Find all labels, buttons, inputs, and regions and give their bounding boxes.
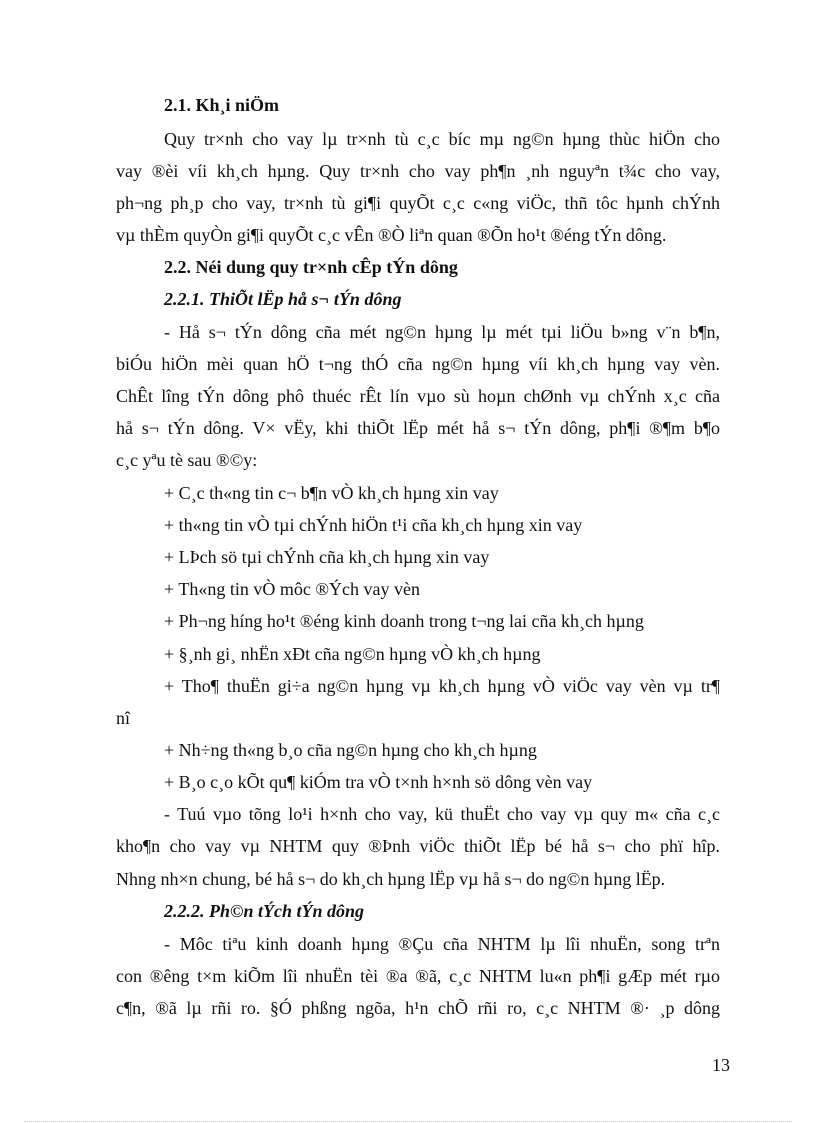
heading-2-2-1: 2.2.1. ThiÕt lËp hå s¬ tÝn dông [164, 289, 402, 309]
list-item: + LÞch sö tµi chÝnh cña kh¸ch hµng xin vay [164, 547, 490, 567]
text-line: Quy tr×nh cho vay lµ tr×nh tù c¸c bíc mµ ng©n hµng thùc hiÖn cho [164, 129, 720, 149]
text-line: vµ thÈm quyÒn gi¶i quyÕt c¸c vÊn ®Ò liªn quan ®Õn ho¹t ®éng tÝn dông. [116, 225, 667, 245]
text-line: vay ®èi víi kh¸ch hµng. Quy tr×nh cho vay ph¶n ¸nh nguyªn t¾c cho vay, [116, 161, 720, 181]
text-line: - Tuú vµo tõng lo¹i h×nh cho vay, kü thuËt cho vay vµ quy m« cña c¸c [164, 804, 720, 824]
list-item: + th«ng tin vÒ tµi chÝnh hiÖn t¹i cña kh¸ch hµng xin vay [164, 515, 583, 535]
heading-2-2-2: 2.2.2. Ph©n tÝch tÝn dông [164, 901, 364, 921]
list-item: + Th«ng tin vÒ môc ®Ých vay vèn [164, 579, 420, 599]
text-line: hå s¬ tÝn dông. V× vËy, khi thiÕt lËp mét hå s¬ tÝn dông, ph¶i ®¶m b¶o [116, 418, 720, 438]
text-line: - Môc tiªu kinh doanh hµng ®Çu cña NHTM lµ lîi nhuËn, song trªn [164, 934, 720, 954]
text-line: - Hå s¬ tÝn dông cña mét ng©n hµng lµ mét tµi liÖu b»ng v¨n b¶n, [164, 322, 720, 342]
list-item-continuation: nî [116, 708, 131, 728]
list-item: + Ph¬ng híng ho¹t ®éng kinh doanh trong t¬ng lai cña kh¸ch hµng [164, 611, 644, 631]
page-bottom-divider [24, 1121, 792, 1122]
text-line: ChÊt lîng tÝn dông phô thuéc rÊt lín vµo sù hoµn chØnh vµ chÝnh x¸c cña [116, 386, 720, 406]
list-item: + Tho¶ thuËn gi÷a ng©n hµng vµ kh¸ch hµng vÒ viÖc vay vèn vµ tr¶ [164, 676, 720, 696]
text-line: Nhng nh×n chung, bé hå s¬ do kh¸ch hµng lËp vµ hå s¬ do ng©n hµng lËp. [116, 869, 666, 889]
text-line: biÓu hiÖn mèi quan hÖ t¬ng thÓ cña ng©n hµng víi kh¸ch hµng vay vèn. [116, 354, 720, 374]
heading-2-2: 2.2. Néi dung quy tr×nh cÊp tÝn dông [164, 257, 458, 277]
list-item: + §¸nh gi¸ nhËn xÐt cña ng©n hµng vÒ kh¸ch hµng [164, 644, 541, 664]
text-line: c¸c yªu tè sau ®©y: [116, 450, 258, 470]
page-number: 13 [712, 1055, 730, 1075]
list-item: + B¸o c¸o kÕt qu¶ kiÓm tra vÒ t×nh h×nh sö dông vèn vay [164, 772, 593, 792]
text-line: ph¬ng ph¸p cho vay, tr×nh tù gi¶i quyÕt c¸c c«ng viÖc, thñ tôc hµnh chÝnh [116, 193, 720, 213]
list-item: + C¸c th«ng tin c¬ b¶n vÒ kh¸ch hµng xin vay [164, 483, 499, 503]
text-line: kho¶n cho vay vµ NHTM quy ®Þnh viÖc thiÕt lËp bé hå s¬ cho phï hîp. [116, 836, 720, 856]
text-line: con ®êng t×m kiÕm lîi nhuËn tèi ®a ®ã, c¸c NHTM lu«n ph¶i gÆp mét rµo [116, 966, 720, 986]
heading-2-1: 2.1. Kh¸i niÖm [164, 95, 280, 115]
list-item: + Nh÷ng th«ng b¸o cña ng©n hµng cho kh¸ch hµng [164, 740, 537, 760]
text-line: c¶n, ®ã lµ rñi ro. §Ó phßng ngõa, h¹n chÕ rñi ro, c¸c NHTM ®· ¸p dông [116, 998, 720, 1018]
